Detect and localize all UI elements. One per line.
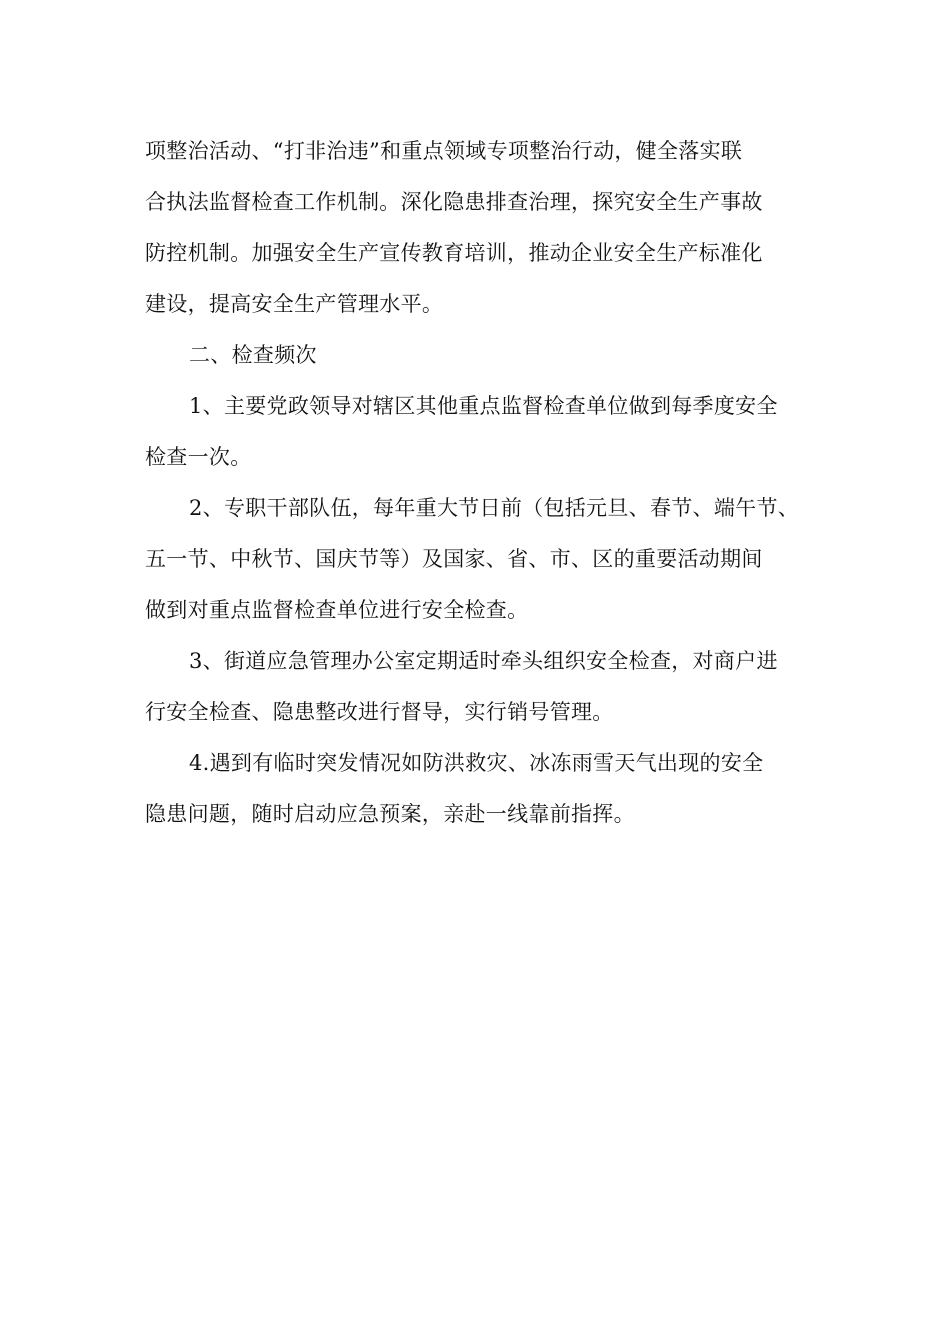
list-item-line: 行安全检查、隐患整改进行督导，实行销号管理。 bbox=[145, 700, 614, 724]
paragraph-line: 建设，提高安全生产管理水平。 bbox=[145, 292, 444, 316]
list-item-line: 1、主要党政领导对辖区其他重点监督检查单位做到每季度安全 bbox=[189, 394, 778, 418]
list-item-line: 隐患问题，随时启动应急预案，亲赴一线靠前指挥。 bbox=[145, 802, 635, 826]
list-item-line: 3、街道应急管理办公室定期适时牵头组织安全检查，对商户进 bbox=[189, 649, 778, 673]
paragraph-line: 合执法监督检查工作机制。深化隐患排查治理，探究安全生产事故 bbox=[145, 190, 763, 214]
section-heading: 二、检查频次 bbox=[189, 343, 317, 367]
list-item-line: 2、专职干部队伍，每年重大节日前（包括元旦、春节、端午节、 bbox=[189, 496, 800, 520]
paragraph-line: 防控机制。加强安全生产宣传教育培训，推动企业安全生产标准化 bbox=[145, 241, 763, 265]
list-item bbox=[145, 738, 807, 840]
document-body bbox=[145, 126, 807, 840]
list-item-line: 五一节、中秋节、国庆节等）及国家、省、市、区的重要活动期间 bbox=[145, 547, 763, 571]
paragraph-line: 项整治活动、“打非治违”和重点领域专项整治行动，健全落实联 bbox=[145, 139, 743, 163]
list-item bbox=[145, 636, 807, 738]
list-item-line: 做到对重点监督检查单位进行安全检查。 bbox=[145, 598, 529, 622]
paragraph-intro bbox=[145, 126, 807, 330]
list-item-line: 检查一次。 bbox=[145, 445, 252, 469]
list-item-line: 4.遇到有临时突发情况如防洪救灾、冰冻雨雪天气出现的安全 bbox=[189, 751, 764, 775]
list-item bbox=[145, 381, 807, 483]
list-item bbox=[145, 483, 807, 636]
